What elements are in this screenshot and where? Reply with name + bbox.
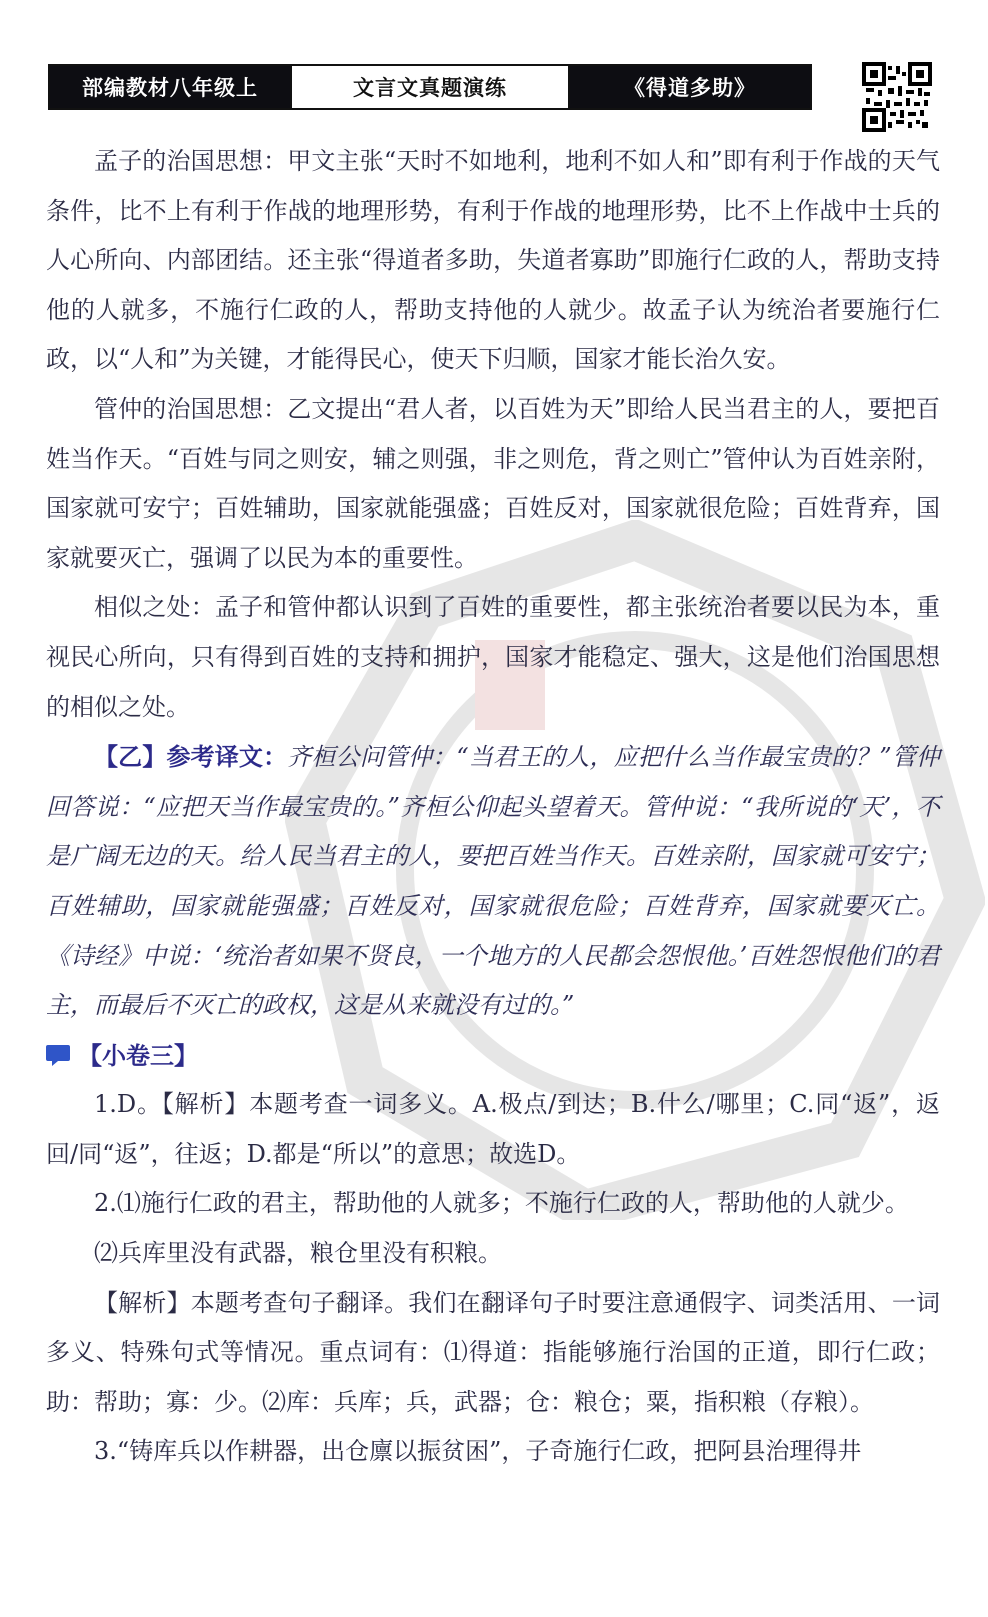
paragraph-mencius: 孟子的治国思想：甲文主张“天时不如地利，地利不如人和”即有利于作战的天气条件，比不上有利于作战的地理形势，有利于作战的地理形势，比不上作战中士兵的人心所向、内部团结。还主张“得道者多助，失道者寡助”即施行仁政的人，帮助支持他的人就多，不施行仁政的人，帮助支持他的人就少。故孟子认为统治者要施行仁政，以“人和”为关键，才能得民心，使天下归顺，国家才能长治久安。: [46, 147, 940, 374]
question-2-analysis: 【解析】本题考查句子翻译。我们在翻译句子时要注意通假字、词类活用、一词多义、特殊句式等情况。重点词有：⑴得道：指能够施行治国的正道，即行仁政；助：帮助；寡：少。⑵库：兵库；兵，武器；仓：粮仓；粟，指积粮（存粮）。: [46, 1288, 940, 1416]
paragraph-similarity: 相似之处：孟子和管仲都认识到了百姓的重要性，都主张统治者要以民为本，重视民心所向，只有得到百姓的支持和拥护，国家才能稳定、强大，这是他们治国思想的相似之处。: [46, 593, 940, 721]
paragraph-guanzhong: 管仲的治国思想：乙文提出“君人者，以百姓为天”即给人民当君主的人，要把百姓当作天。“百姓与同之则安，辅之则强，非之则危，背之则亡”管仲认为百姓亲附，国家就可安宁；百姓辅助，国家就能强盛；百姓反对，国家就很危险；百姓背弃，国家就要灭亡，强调了以民为本的重要性。: [46, 394, 940, 572]
paragraph-translation: [46, 732, 940, 1031]
translation-tag: 【乙】参考译文：: [94, 742, 288, 772]
section-header: [46, 1031, 940, 1081]
section-title: 【小卷三】: [78, 1040, 198, 1070]
question-1-answer: 1.D。【解析】本题考查一词多义。A.极点/到达；B.什么/哪里；C.同“返”，返回/同“返”，往返；D.都是“所以”的意思；故选D。: [46, 1090, 940, 1168]
question-3-answer: 3.“铸库兵以作耕器，出仓廪以振贫困”，子奇施行仁政，把阿县治理得井: [94, 1437, 862, 1466]
question-2-answer-2: ⑵兵库里没有武器，粮仓里没有积粮。: [94, 1239, 502, 1268]
header-title: 文言文真题演练: [290, 66, 570, 108]
speech-bubble-icon: [46, 1042, 72, 1068]
translation-text: 齐桓公问管仲：“当君王的人，应把什么当作最宝贵的？”管仲回答说：“应把天当作最宝贵的。”齐桓公仰起头望着天。管仲说：“我所说的‘天’，不是广阔无边的天。给人民当君主的人，要把百姓当作天。百姓亲附，国家就可安宁；百姓辅助，国家就能强盛；百姓反对，国家就很危险；百姓背弃，国家就要灭亡。《诗经》中说：‘统治者如果不贤良，一个地方的人民都会怨恨他。’百姓怨恨他们的君主，而最后不灭亡的政权，这是从来就没有过的。”: [46, 743, 940, 1020]
header-grade: 部编教材八年级上: [50, 66, 290, 108]
page-header: [48, 64, 812, 110]
answer-content: [46, 137, 940, 1477]
question-2-answer-1: 2.⑴施行仁政的君主，帮助他的人就多；不施行仁政的人，帮助他的人就少。: [94, 1189, 909, 1218]
qr-code-icon: [862, 62, 932, 132]
header-lesson: 《得道多助》: [570, 66, 810, 108]
